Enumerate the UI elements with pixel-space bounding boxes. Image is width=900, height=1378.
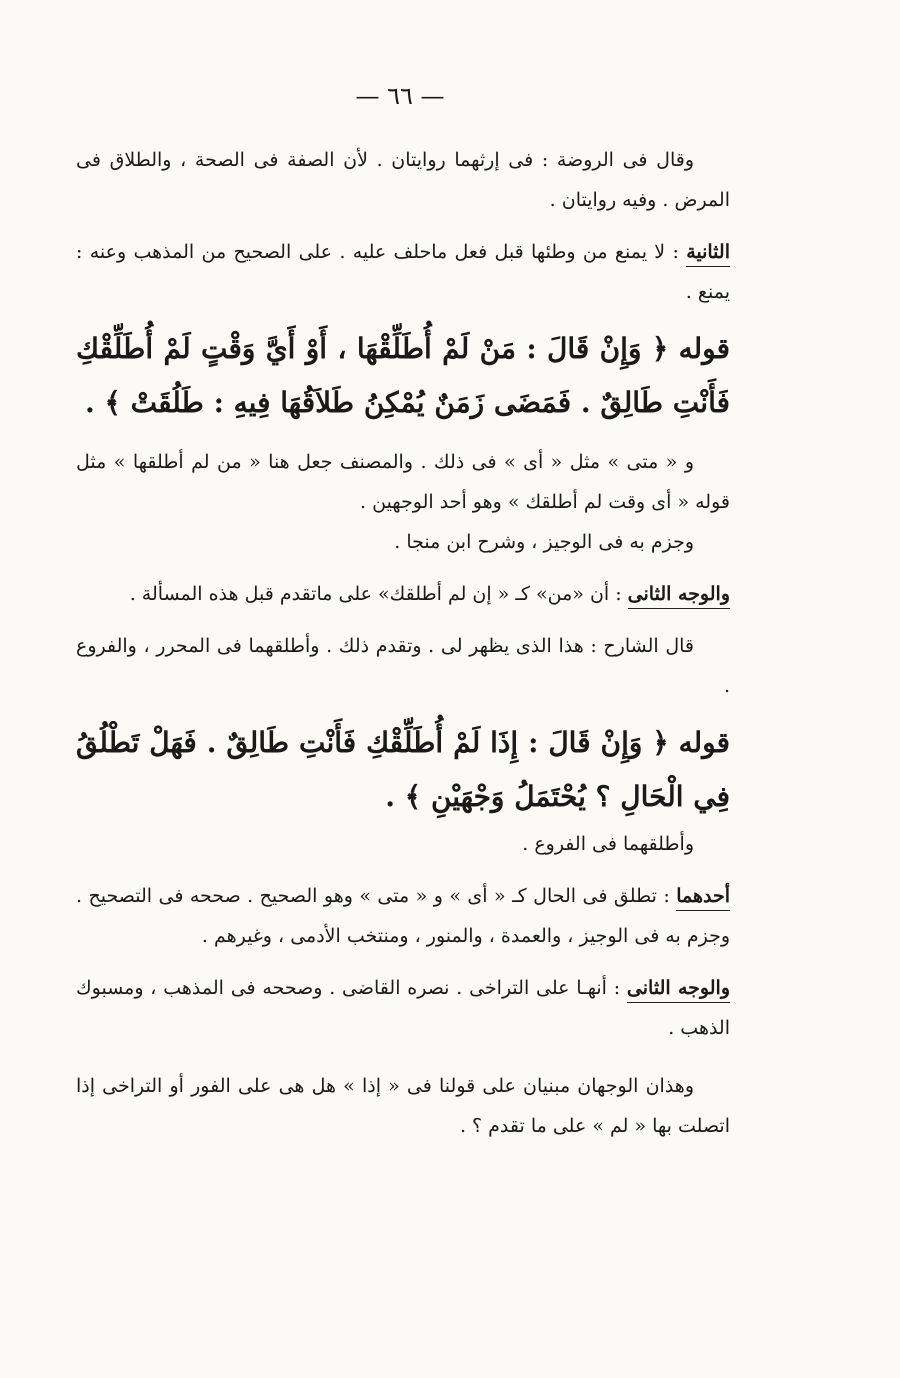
quote-qawl-2: قوله ﴿ وَإِنْ قَالَ : إِذَا لَمْ أُطَلِّقْكِ فَأَنْتِ طَالِقٌ . فَهَلْ تَطْلُقُ فِي الْحَالِ ؟ يُحْتَمَلُ وَجْهَيْنِ ﴾ . bbox=[76, 726, 730, 813]
page-body bbox=[76, 140, 730, 1146]
quote-qawl-1: قوله ﴿ وَإِنْ قَالَ : مَنْ لَمْ أُطَلِّقْهَا ، أَوْ أَيَّ وَقْتٍ لَمْ أُطَلِّقْكِ فَأَنْتِ طَالِقٌ . فَمَضَى زَمَنٌ يُمْكِنُ طَلاَقُهَا فِيهِ : طَلُقَتْ ﴾ . bbox=[76, 332, 730, 419]
paragraph-first-one bbox=[76, 876, 730, 956]
paragraph-second-aspect-2-text: : أنهـا على التراخى . نصره القاضى . وصححه فى المذهب ، ومسبوك الذهب . bbox=[76, 977, 730, 1039]
term-second-aspect: والوجه الثانى bbox=[628, 583, 730, 609]
term-second-aspect-2: والوجه الثانى bbox=[627, 977, 730, 1003]
term-first-one: أحدهما bbox=[676, 885, 730, 911]
paragraph-mata: و « متى » مثل « أى » فى ذلك . والمصنف جعل هنا « من لم أطلقها » مثل قوله « أى وقت لم أطلقك » وهو أحد الوجهين . bbox=[76, 451, 730, 513]
paragraph-rawda: وقال فى الروضة : فى إرثهما روايتان . لأن الصفة فى الصحة ، والطلاق فى المرض . وفيه روايتان . bbox=[76, 149, 730, 211]
page-number: — ٦٦ — bbox=[355, 82, 445, 110]
paragraph-second-aspect bbox=[76, 574, 730, 614]
paragraph-second bbox=[76, 232, 730, 312]
paragraph-second-text: : لا يمنع من وطئها قبل فعل ماحلف عليه . على الصحيح من المذهب وعنه : يمنع . bbox=[76, 241, 730, 303]
paragraph-second-aspect-text: : أن «من» كـ « إن لم أطلقك» على ماتقدم قبل هذه المسألة . bbox=[129, 583, 628, 605]
paragraph-conclusion: وهذان الوجهان مبنيان على قولنا فى « إذا » هل هى على الفور أو التراخى إذا اتصلت بها « لم » على ما تقدم ؟ . bbox=[76, 1075, 730, 1137]
paragraph-furu: وأطلقهما فى الفروع . bbox=[522, 833, 694, 855]
paragraph-first-one-text: : تطلق فى الحال كـ « أى » و « متى » وهو الصحيح . صححه فى التصحيح . وجزم به فى الوجيز ، والعمدة ، والمنور ، ومنتخب الأدمى ، وغيرهم . bbox=[76, 885, 730, 947]
paragraph-second-aspect-2 bbox=[76, 968, 730, 1048]
paragraph-sharih: قال الشارح : هذا الذى يظهر لى . وتقدم ذلك . وأطلقهما فى المحرر ، والفروع . bbox=[76, 635, 730, 697]
term-second: الثانية bbox=[686, 241, 730, 267]
paragraph-jazm: وجزم به فى الوجيز ، وشرح ابن منجا . bbox=[394, 531, 694, 553]
